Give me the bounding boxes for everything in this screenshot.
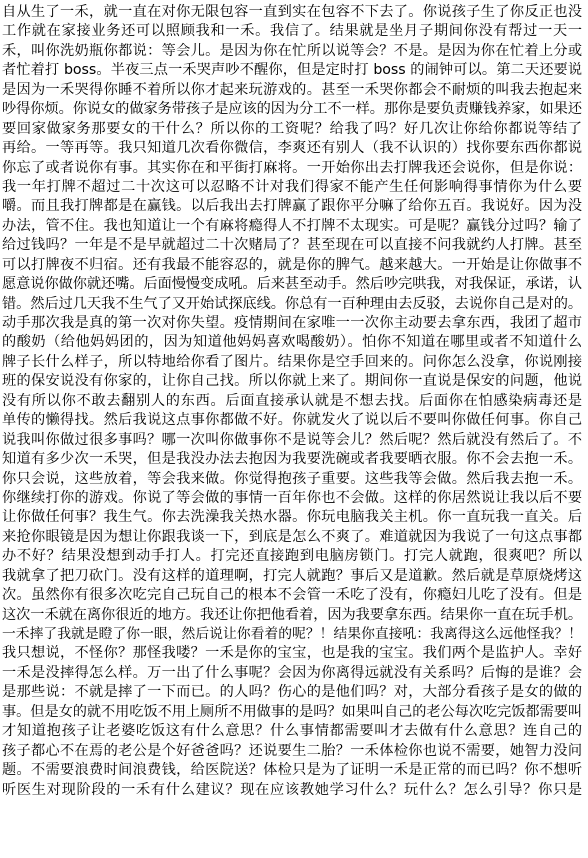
text-line: 是因为一禾哭得你睡不着所以你才起来玩游戏的。甚至一禾哭你都会不耐烦的叫我去抱起来 bbox=[2, 81, 582, 98]
text-line: 你继续打你的游戏。你说了等会做的事情一百年你也不会做。这样的你居然说让我以后不要 bbox=[2, 489, 582, 506]
text-line: 让你做任何事？我生气。你去洗澡我关热水器。你玩电脑我关主机。你一直玩我一直关。后 bbox=[2, 509, 582, 526]
text-line: 吵得你烦。你说女的做家务带孩子是应该的因为分工不一样。那你是要负责赚钱养家，如果还 bbox=[2, 101, 582, 118]
text-line: 禾，叫你洗奶瓶你都说：等会儿。是因为你在忙所以说等会？不是。是因为你在忙着上分或 bbox=[2, 42, 582, 59]
text-line: 我只想说，不怪你？那怪我喽？一禾是你的宝宝，也是我的宝宝。我们两个是监护人。幸好 bbox=[2, 645, 582, 662]
text-line: 错。然后过几天我不生气了又开始试探底线。你总有一百种理由去反驳，去说你自己是对的。 bbox=[2, 295, 582, 312]
text-line: 你只会说，这些放着，等会我来做。你觉得抱孩子重要。这些我等会做。然后我去抱一禾。 bbox=[2, 470, 582, 487]
text-line: 再给。一等再等。我只知道几次看你微信，李爽还有别人（我不认识的）找你要东西你都说 bbox=[2, 140, 582, 157]
text-line: 给过钱吗？一年是不是早就超过二十次赌局了？甚至现在可以直接不问我就约人打牌。甚至 bbox=[2, 237, 582, 254]
text-line: 事。但是女的就不用吃饭不用上厕所不用做事的是吗？如果叫自己的老公每次吃完饭都需要叫 bbox=[2, 703, 582, 720]
text-line: 牌子长什么样子，所以特地给你看了图片。结果你是空手回来的。问你怎么没拿，你说刚接 bbox=[2, 353, 582, 370]
text-line: 听医生对现阶段的一禾有什么建议？现在应该教她学习什么？玩什么？怎么引导？你只是 bbox=[2, 781, 582, 798]
text-line: 嚼。而且我打牌都是在赢钱。以后我出去打牌赢了跟你平分嘛了给你五百。我说好。因为没 bbox=[2, 198, 582, 215]
text-line: 可以打牌夜不归宿。还有我最不能容忍的，就是你的脾气。越来越大。一开始是让你做事不 bbox=[2, 256, 582, 273]
text-line: 是那些说：不就是摔了一下而已。的人吗？伤心的是他们吗？对，大部分看孩子是女的做的 bbox=[2, 684, 582, 701]
text-line: 来抢你眼镜是因为想让你跟我谈一下，到底是怎么不爽了。难道就因为我说了一句这点事都 bbox=[2, 528, 582, 545]
text-line: 动手那次我是真的第一次对你失望。疫情期间在家唯一一次你主动要去拿东西，我团了超市 bbox=[2, 315, 582, 331]
text-line: 没有所以你不敢去翻别人的东西。后面直接承认就是不想去找。后面你在怕感染病毒还是 bbox=[2, 392, 582, 409]
text-line: 的酸奶（给他妈妈团的，因为知道他妈妈喜欢喝酸奶）。怕你不知道在哪里或者不知道什么 bbox=[2, 334, 582, 351]
text-line: 者忙着打 boss。半夜三点一禾哭声吵不醒你，但是定时打 boss 的闹钟可以。第二天还要说 bbox=[2, 62, 582, 79]
text-line: 自从生了一禾，就一直在对你无限包容一直到实在包容不下去了。你说孩子生了你反正也没 bbox=[2, 4, 582, 20]
text-line: 说我叫你做过很多事吗？哪一次叫你做事你不是说等会儿？然后呢？然后就没有然后了。不 bbox=[2, 431, 582, 448]
text-line: 你忘了或者说你有事。其实你在和平街打麻将。一开始你出去打牌我还会说你，但是你说： bbox=[2, 159, 582, 176]
text-line: 单传的懒得找。然后我说这点事你都做不好。你就发火了说以后不要叫你做任何事。你自己 bbox=[2, 412, 582, 429]
text-line bbox=[2, 819, 582, 838]
text-line: 要回家做家务那要女的干什么？所以你的工资呢？给我了吗？好几次让你给你都说等结了 bbox=[2, 120, 582, 137]
text-line: 工作就在家接业务还可以照顾我和一禾。我信了。结果就是坐月子期间你没有帮过一天一 bbox=[2, 23, 582, 40]
text-line: 才知道抱孩子让老婆吃饭这有什么意思？什么事情都需要叫才去做有什么意思？连自己的 bbox=[2, 723, 582, 740]
text-line bbox=[2, 800, 582, 819]
text-line: 我一年打牌不超过二十次这可以忍略不计对我们得家不能产生任何影响得事情你为什么要 bbox=[2, 178, 582, 195]
text-line: 办法，管不住。我也知道让一个有麻将瘾得人不打牌不太现实。可是呢？赢钱分过吗？输了 bbox=[2, 217, 582, 234]
text-line: 知道有多少次一禾哭，但是我没办法去抱因为我要洗碗或者我要晒衣服。你不会去抱一禾。 bbox=[2, 451, 582, 468]
text-line: 题。不需要浪费时间浪费钱，给医院送？体检只是为了证明一禾是正常的而已吗？你不想听 bbox=[2, 762, 582, 779]
letter-text bbox=[2, 3, 582, 839]
text-line: 孩子都心不在焉的老公是个好爸爸吗？还说要生二胎？一禾体检你也说不需要，她智力没问 bbox=[2, 742, 582, 759]
text-line: 班的保安说没有你家的，让你自己找。所以你就上来了。期间你一直说是保安的问题，他说 bbox=[2, 373, 582, 390]
text-line: 一禾摔了我就是瞪了你一眼，然后说让你看着的呢？！结果你直接吼：我离得这么远他怪我？！ bbox=[2, 626, 582, 642]
text-line: 一禾是没摔得怎么样。万一出了什么事呢？会因为你离得远就没有关系吗？后悔的是谁？会 bbox=[2, 664, 582, 681]
text-line: 愿意说你做你就还嘴。后面慢慢变成吼。后来甚至动手。然后吵完哄我，对我保证，承诺，认 bbox=[2, 276, 582, 293]
text-line: 这次一禾就在离你很近的地方。我还让你把他看着，因为我要拿东西。结果你一直在玩手机。 bbox=[2, 606, 582, 623]
text-line: 办不好？结果没想到动手打人。打完还直接跑到电脑房锁门。打完人就跑，很爽吧？所以 bbox=[2, 548, 582, 565]
text-line: 次。虽然你有很多次吃完自己玩自己的根本不会管一禾吃了没有，你瘾妇儿吃了没有。但是 bbox=[2, 587, 582, 604]
text-line: 我就拿了把刀砍门。没有这样的道理啊，打完人就跑？事后又是道歉。然后就是草原烧烤这 bbox=[2, 567, 582, 584]
